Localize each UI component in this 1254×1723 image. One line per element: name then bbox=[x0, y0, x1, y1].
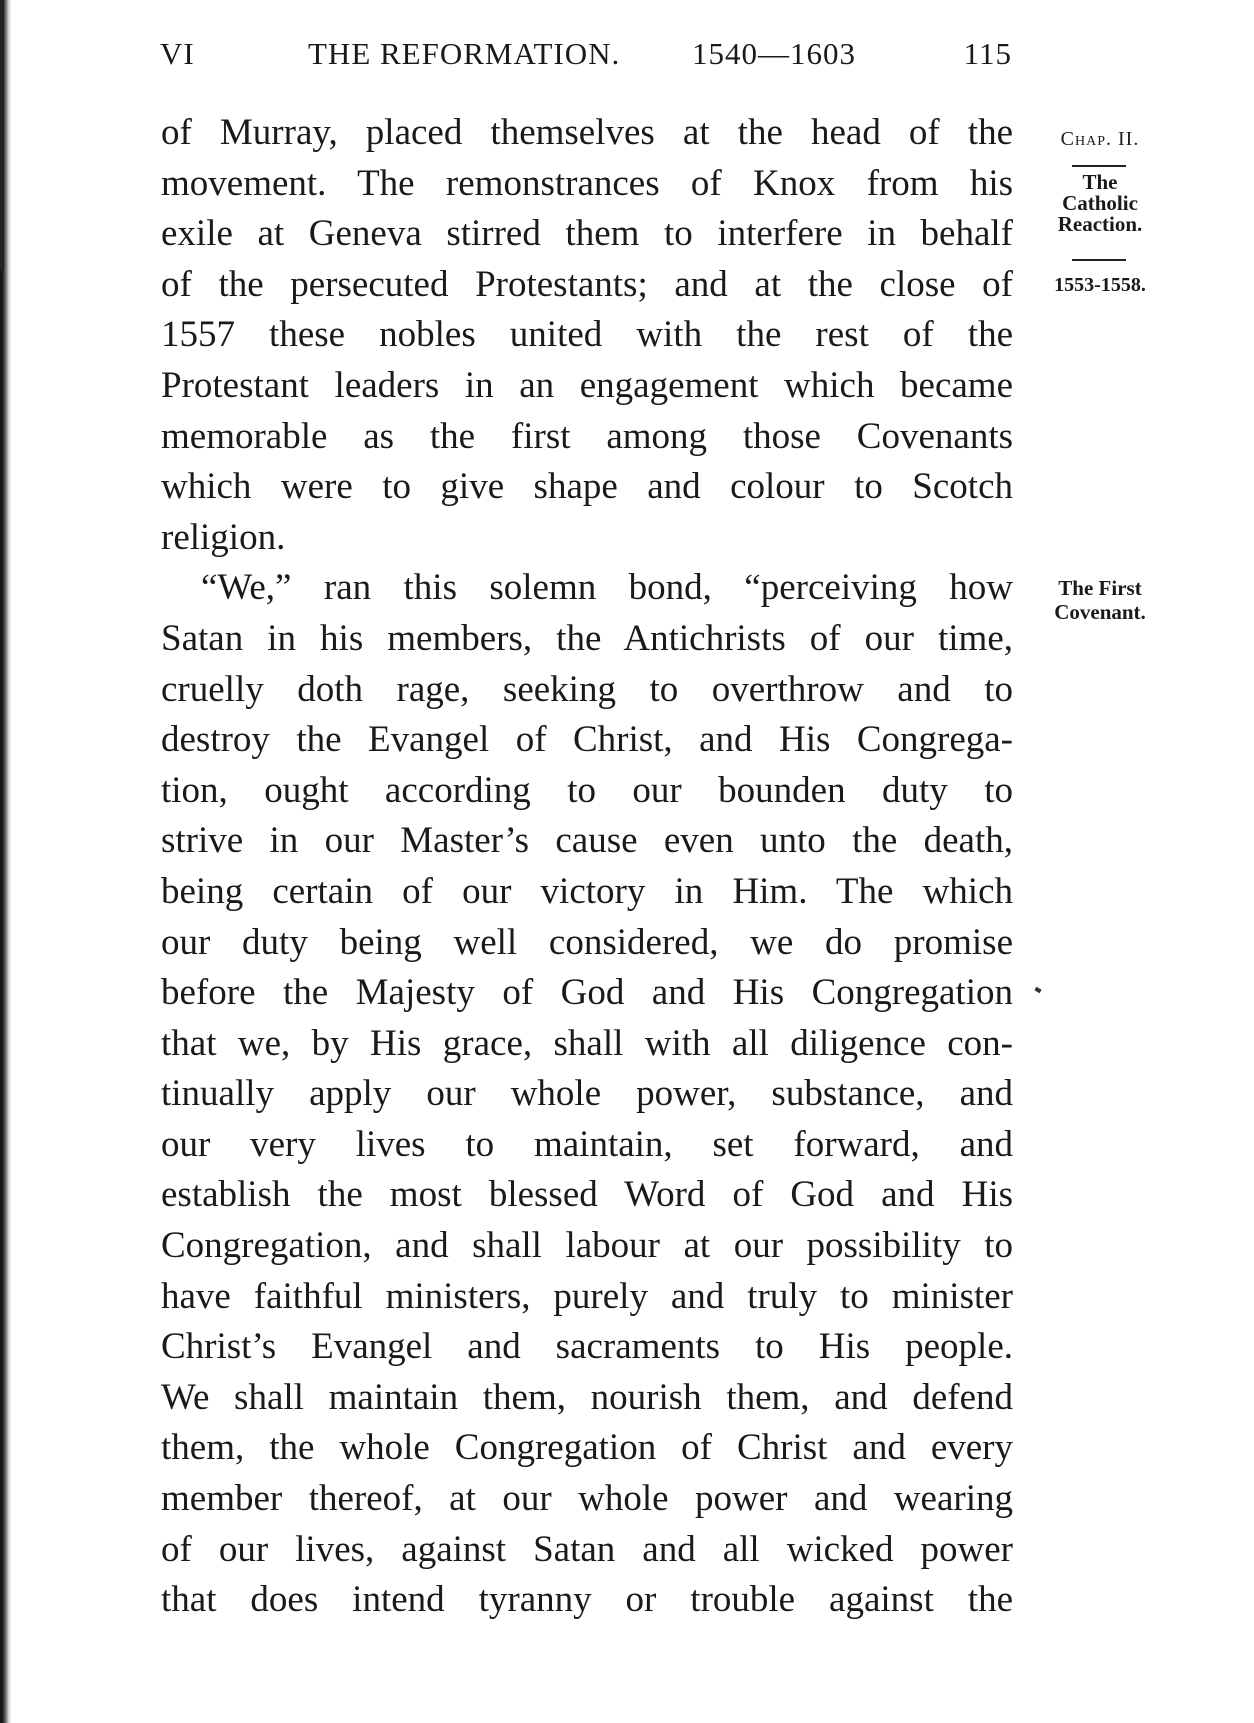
margin-note-years bbox=[1030, 274, 1170, 296]
margin-note-years-text: 1553-1558. bbox=[1054, 274, 1146, 296]
text-line: religion. bbox=[161, 516, 286, 558]
text-line: cruelly doth rage, seeking to overthrow and to bbox=[161, 668, 1013, 710]
text-line: our duty being well considered, we do promise bbox=[161, 921, 1013, 963]
text-line: which were to give shape and colour to Scotch bbox=[161, 466, 1013, 508]
text-line: them, the whole Congregation of Christ and every bbox=[161, 1427, 1013, 1469]
running-head-chapter: VI bbox=[160, 36, 195, 71]
body-text bbox=[161, 108, 1013, 1626]
stray-ink-mark bbox=[1034, 987, 1041, 993]
text-line: that we, by His grace, shall with all diligence con- bbox=[161, 1022, 1013, 1064]
text-line: Satan in his members, the Antichrists of our time, bbox=[161, 617, 1013, 659]
text-line: of Murray, placed themselves at the head of the bbox=[161, 112, 1013, 153]
text-line: establish the most blessed Word of God and His bbox=[161, 1174, 1013, 1216]
text-line: memorable as the first among those Covenants bbox=[161, 415, 1013, 457]
margin-note-covenant-line1: The First bbox=[1058, 576, 1142, 600]
text-line: Protestant leaders in an engagement which became bbox=[161, 364, 1013, 406]
text-line: Congregation, and shall labour at our possibility to bbox=[161, 1225, 1013, 1267]
margin-note-topic-line2: Catholic bbox=[1062, 191, 1138, 215]
text-line: We shall maintain them, nourish them, and defend bbox=[161, 1376, 1013, 1418]
margin-note-chapter-text: Chap. II. bbox=[1060, 128, 1140, 150]
margin-rule-top bbox=[1072, 165, 1126, 167]
margin-note-topic-line3: Reaction. bbox=[1057, 212, 1143, 236]
margin-note-chapter bbox=[1035, 128, 1165, 150]
text-line: strive in our Master’s cause even unto the death, bbox=[161, 820, 1013, 862]
text-line: tinually apply our whole power, substance, and bbox=[161, 1073, 1013, 1115]
running-head-dates: 1540—1603 bbox=[692, 36, 856, 71]
text-line: exile at Geneva stirred them to interfere in behalf bbox=[161, 213, 1013, 255]
margin-rule-bottom bbox=[1072, 259, 1126, 261]
margin-note-topic-line1: The bbox=[1082, 170, 1118, 194]
paragraph-1 bbox=[161, 108, 1013, 563]
margin-note-covenant bbox=[1030, 576, 1170, 624]
text-line: 1557 these nobles united with the rest of the bbox=[161, 314, 1013, 356]
text-line: “We,” ran this solemn bond, “perceiving how bbox=[201, 567, 1013, 609]
running-head bbox=[160, 36, 1012, 76]
text-line: before the Majesty of God and His Congregation bbox=[161, 972, 1013, 1014]
text-line: tion, ought according to our bounden duty to bbox=[161, 769, 1013, 811]
margin-note-covenant-line2: Covenant. bbox=[1054, 600, 1146, 624]
paragraph-2 bbox=[161, 563, 1013, 1625]
text-line: Christ’s Evangel and sacraments to His people. bbox=[161, 1326, 1013, 1368]
page-number: 115 bbox=[963, 36, 1012, 71]
text-line: of the persecuted Protestants; and at the close of bbox=[161, 263, 1013, 305]
text-line: our very lives to maintain, set forward, and bbox=[161, 1123, 1013, 1165]
running-head-title: THE REFORMATION. bbox=[308, 36, 621, 71]
text-line: of our lives, against Satan and all wicked power bbox=[161, 1528, 1013, 1570]
text-line: movement. The remonstrances of Knox from his bbox=[161, 162, 1013, 204]
binding-shadow bbox=[0, 0, 4, 270]
text-line: have faithful ministers, purely and truly to minister bbox=[161, 1275, 1013, 1317]
text-line: that does intend tyranny or trouble against the bbox=[161, 1579, 1013, 1621]
text-line: destroy the Evangel of Christ, and His Congrega- bbox=[161, 719, 1013, 761]
text-line: member thereof, at our whole power and wearing bbox=[161, 1478, 1013, 1520]
text-line: being certain of our victory in Him. The which bbox=[161, 870, 1013, 912]
margin-note-topic bbox=[1030, 172, 1170, 235]
